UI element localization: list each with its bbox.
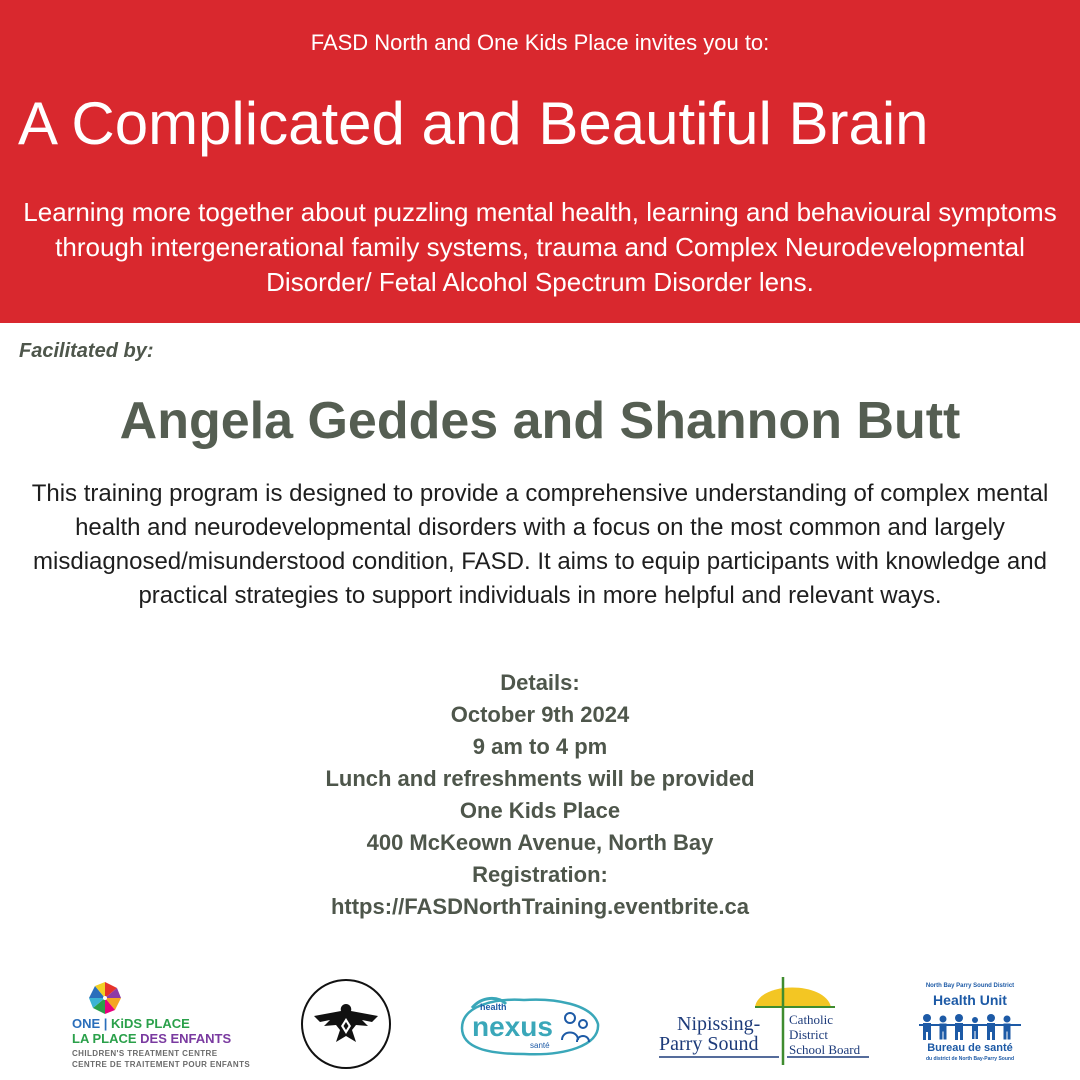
thunderbird-icon [300,978,392,1070]
okp-kids-place: KiDS PLACE [111,1016,190,1031]
nexus-main-text: nexus [472,1011,553,1042]
event-subtitle: Learning more together about puzzling mental health, learning and behavioural symptoms through intergenerational family systems, trauma and Complex Neurodevelopmental Disorder/ Fetal Alcohol Spectrum Disorder lens. [23,197,1057,297]
okp-brand-line-1: ONE | KiDS PLACE [72,1016,190,1031]
lunch-note: Lunch and refreshments will be provided [325,766,755,791]
nexus-health-text: health [480,1002,507,1012]
header-banner [0,0,1080,323]
pinwheel-icon [87,980,123,1016]
nps-board-line-2: District [789,1027,828,1042]
program-description: This training program is designed to provide a comprehensive understanding of complex mental health and neurodevelopmental disorders with a focus on the most common and largely misdiagnosed/misunderstood condition, FASD. It aims to equip participants with knowledge and practical strategies to support individuals in more helpful and relevant ways. [31,480,1049,609]
people-chain-icon [919,1013,1021,1041]
one-kids-place-logo [72,980,272,1072]
details-heading: Details: [500,670,580,695]
nps-board-line-1: Catholic [789,1012,834,1027]
okp-tagline-fr: CENTRE DE TRAITEMENT POUR ENFANTS [72,1060,251,1069]
nps-name-line-1: Nipissing- [677,1013,761,1035]
registration-link[interactable]: https://FASDNorthTraining.eventbrite.ca [330,894,750,919]
nps-board-line-3: School Board [789,1042,861,1057]
health-unit-logo [915,983,1025,1071]
nexus-sante-text: santé [530,1041,550,1050]
hu-name: Health Unit [933,992,1007,1008]
health-nexus-logo [454,988,602,1060]
hu-french-district: du district de North Bay-Parry Sound [925,1056,1015,1062]
okp-one: ONE [72,1016,101,1031]
facilitator-names: Angela Geddes and Shannon Butt [119,392,961,450]
okp-brand-line-2 [72,1031,231,1046]
hu-district: North Bay Parry Sound District [925,983,1015,989]
facilitated-by-label: Facilitated by: [19,340,154,362]
event-time: 9 am to 4 pm [472,734,608,759]
okp-la-place: LA PLACE [72,1031,137,1046]
nipissing-parry-sound-cdsb-logo [655,975,875,1067]
thunderbird-logo [300,978,392,1070]
registration-label: Registration: [472,862,608,887]
venue-address: 400 McKeown Avenue, North Bay [366,830,714,855]
health-nexus-icon [454,988,602,1060]
event-details [0,667,1080,923]
okp-tagline-en: CHILDREN'S TREATMENT CENTRE [72,1049,218,1058]
event-title: A Complicated and Beautiful Brain [18,90,929,157]
nps-name-line-2: Parry Sound [659,1033,759,1055]
invite-line: FASD North and One Kids Place invites you to: [310,30,770,55]
hu-french-name: Bureau de santé [927,1042,1013,1054]
event-date: October 9th 2024 [450,702,630,727]
okp-des-enfants: DES ENFANTS [140,1031,232,1046]
venue-name: One Kids Place [459,798,621,823]
